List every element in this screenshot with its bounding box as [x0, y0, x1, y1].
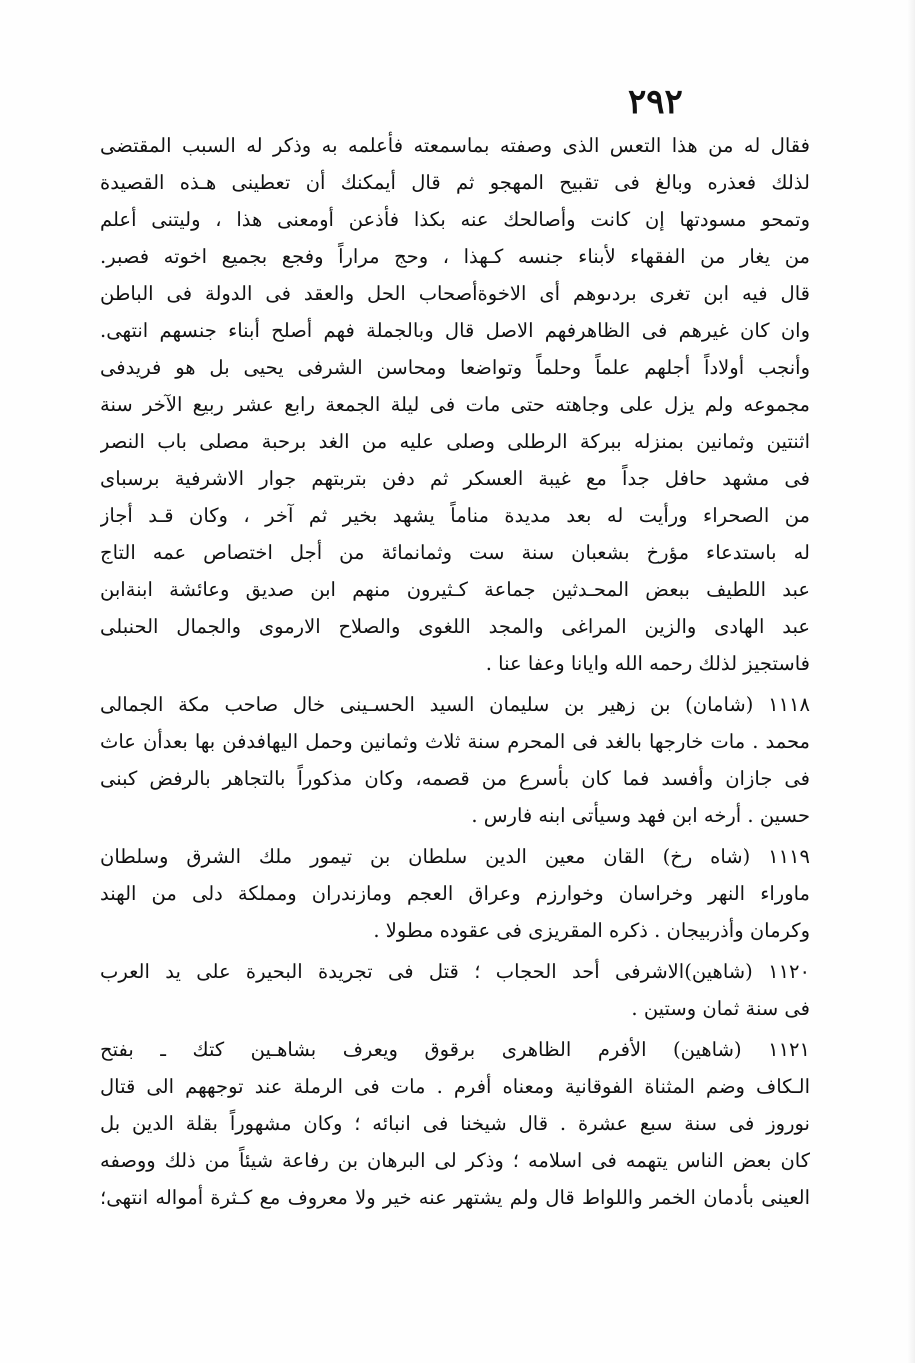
entry-line: ١١١٩ (شاه رخ) القان معين الدين سلطان بن تيمور ملك الشرق وسلطان: [100, 845, 810, 868]
text-line: وان كان غيرهم فى الظاهرفهم الاصل قال وبالجملة فهم أصلح أبناء جنسهم انتهى.: [100, 319, 810, 342]
entry-line: ١١٢١ (شاهين) الأفرم الظاهرى برقوق ويعرف بشاهـين كتك ـ بفتح: [100, 1038, 810, 1061]
page-number: ٢٩٢: [628, 82, 683, 122]
entry-line: ١١٢٠ (شاهين)الاشرفى أحد الحجاب ؛ قتل فى تجريدة البحيرة على يد العرب: [100, 960, 810, 983]
body-text: [100, 127, 810, 1216]
text-line: فقال له من هذا التعس الذى وصفته بماسمعته فأعلمه به وذكر له السبب المقتضى: [100, 134, 810, 157]
text-line: مجموعه ولم يزل على وجاهته حتى مات فى ليلة الجمعة رابع عشر ربيع الآخر سنة: [100, 393, 810, 416]
text-line: عبد الهادى والزين المراغى والمجد اللغوى والصلاح الارموى والجمال الحنبلى: [100, 615, 810, 638]
text-line: فى جازان وأفسد فما كان بأسرع من قصمه، وكان مذكوراً بالتجاهر بالرفض كبنى: [100, 767, 810, 790]
text-line: قال فيه ابن تغرى بردىوهم أى الاخوةأصحاب الحل والعقد فى الدولة فى الباطن: [100, 282, 810, 305]
text-line: فاستجيز لذلك رحمه الله وايانا وعفا عنا .: [485, 652, 810, 675]
text-line: من الصحراء ورأيت له بعد مديدة مناماً يشهد بخير ثم آخر ، وكان قـد أجاز: [100, 504, 810, 527]
text-line: وتمحو مسودتها إن كانت وأصالحك عنه بكذا فأذعن أومعنى هذا ، وليتنى أعلم: [100, 208, 810, 231]
entry-line: ١١١٨ (شامان) بن زهير بن سليمان السيد الحسـينى خال صاحب مكة الجمالى: [100, 693, 810, 716]
text-line: محمد . مات خارجها بالغد فى المحرم سنة ثلاث وثمانين وحمل اليهافدفن بها بعدأن عاث: [100, 730, 810, 753]
text-line: له باستدعاء مؤرخ بشعبان سنة ست وثمانمائة من أجل اختصاص عمه التاج: [100, 541, 810, 564]
text-line: العينى بأدمان الخمر واللواط قال ولم يشتهر عنه خير ولا معروف مع كـثرة أمواله انتهى؛: [100, 1186, 810, 1209]
text-line: فى سنة ثمان وستين .: [631, 997, 810, 1020]
text-line: حسين . أرخه ابن فهد وسيأتى ابنه فارس .: [471, 804, 810, 827]
text-line: كان بعض الناس يتهمه فى اسلامه ؛ وذكر لى البرهان بن رفاعة شيئاً من ذلك ووصفه: [100, 1149, 810, 1172]
text-line: من يغار من الفقهاء لأبناء جنسه كـهذا ، وحج مراراً وفجع بجميع اخوته فصبر.: [100, 245, 810, 268]
text-line: عبد اللطيف ببعض المحـدثين جماعة كـثيرون منهم ابن صديق وعائشة ابنةابن: [100, 578, 810, 601]
text-line: ماوراء النهر وخراسان وخوارزم وعراق العجم ومازندران ومملكة دلى من الهند: [100, 882, 810, 905]
text-line: الـكاف وضم المثناة الفوقانية ومعناه أفرم . مات فى الرملة عند توجههم الى قتال: [100, 1075, 810, 1098]
text-line: فى مشهد حافل جداً مع غيبة العسكر ثم دفن بتربتهم جوار الاشرفية برسباى: [100, 467, 810, 490]
text-line: نوروز فى سنة سبع عشرة . قال شيخنا فى انبائه ؛ وكان مشهوراً بقلة الدين بل: [100, 1112, 810, 1135]
text-line: لذلك فعذره وبالغ فى تقبيح المهجو ثم قال أيمكنك أن تعطينى هـذه القصيدة: [100, 171, 810, 194]
text-line: اثنتين وثمانين بمنزله ببركة الرطلى وصلى عليه من الغد برحبة مصلى باب النصر: [100, 430, 810, 453]
text-line: وأنجب أولاداً أجلهم علماً وحلماً وتواضعا ومحاسن الشرفى يحيى بل هو فريدفى: [100, 356, 810, 379]
scan-edge-shadow: [907, 0, 915, 1363]
text-line: وكرمان وأذربيجان . ذكره المقريزى فى عقوده مطولا .: [373, 919, 810, 942]
